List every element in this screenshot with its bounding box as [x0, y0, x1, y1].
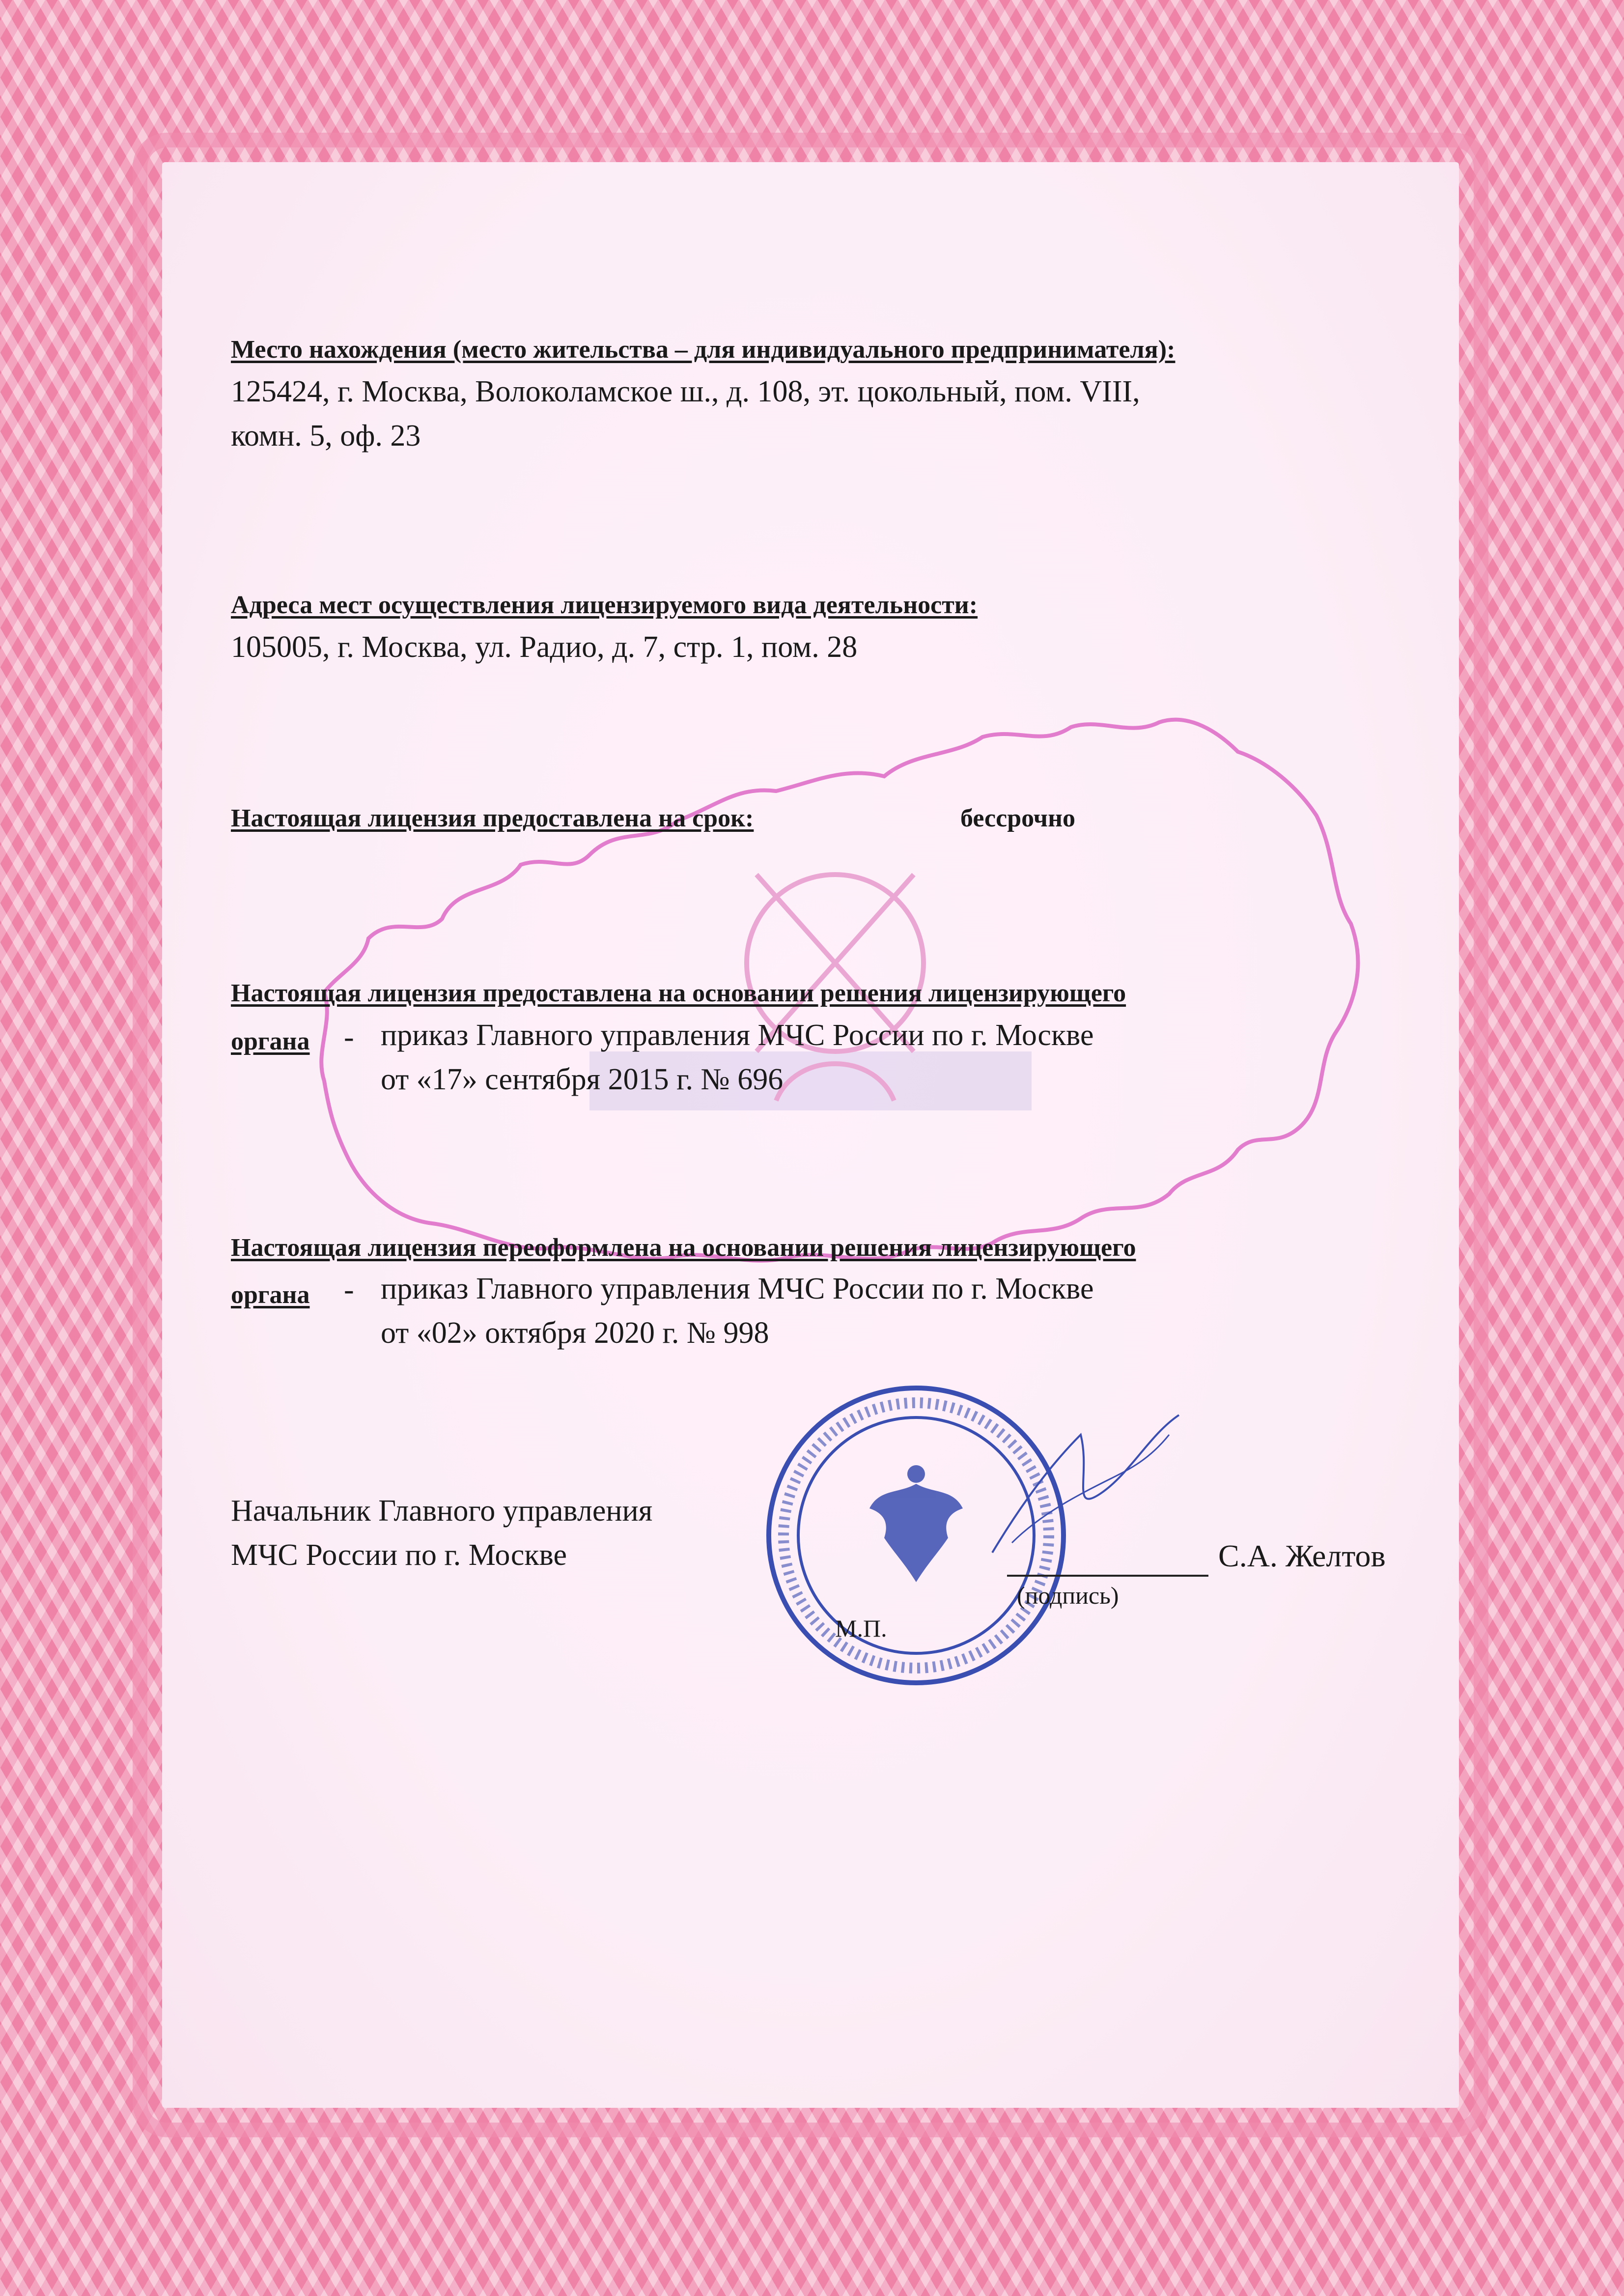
signatory-title-line2: МЧС России по г. Москве [231, 1538, 567, 1572]
granted-basis-order-line2: от «17» сентября 2015 г. № 696 [381, 1063, 784, 1096]
granted-basis-dash: - [344, 1020, 354, 1054]
activity-address-line1: 105005, г. Москва, ул. Радио, д. 7, стр. 1, пом. 28 [231, 630, 858, 664]
activity-addresses-heading: Адреса мест осуществления лицензируемого вида деятельности: [231, 591, 978, 619]
term-heading: Настоящая лицензия предоставлена на срок: [231, 804, 754, 832]
double-headed-eagle-icon [869, 1465, 963, 1582]
term-value: бессрочно [960, 804, 1076, 832]
residence-address-line1: 125424, г. Москва, Волоколамское ш., д. 108, эт. цокольный, пом. VIII, [231, 375, 1140, 408]
reissued-basis-authority: органа [231, 1281, 310, 1309]
granted-basis-heading: Настоящая лицензия предоставлена на основании решения лицензирующего [231, 979, 1126, 1007]
residence-address-line2: комн. 5, оф. 23 [231, 419, 421, 453]
granted-basis-order-line1: приказ Главного управления МЧС России по г. Москве [381, 1019, 1094, 1052]
handwritten-signature [982, 1405, 1189, 1562]
reissued-basis-heading: Настоящая лицензия переоформлена на основании решения лицензирующего [231, 1234, 1136, 1262]
reissued-basis-dash: - [344, 1273, 354, 1306]
signature-caption: (подпись) [1017, 1582, 1119, 1609]
residence-heading: Место нахождения (место жительства – для индивидуального предпринимателя): [231, 336, 1176, 364]
reissued-basis-order-line2: от «02» октября 2020 г. № 998 [381, 1316, 769, 1350]
signatory-title-line1: Начальник Главного управления [231, 1494, 653, 1528]
granted-basis-authority: органа [231, 1027, 310, 1055]
reissued-basis-order-line1: приказ Главного управления МЧС России по г. Москве [381, 1272, 1094, 1305]
seal-mark-label: М.П. [835, 1615, 887, 1642]
signature-line [1007, 1575, 1208, 1577]
signatory-name: С.А. Желтов [1218, 1538, 1386, 1573]
